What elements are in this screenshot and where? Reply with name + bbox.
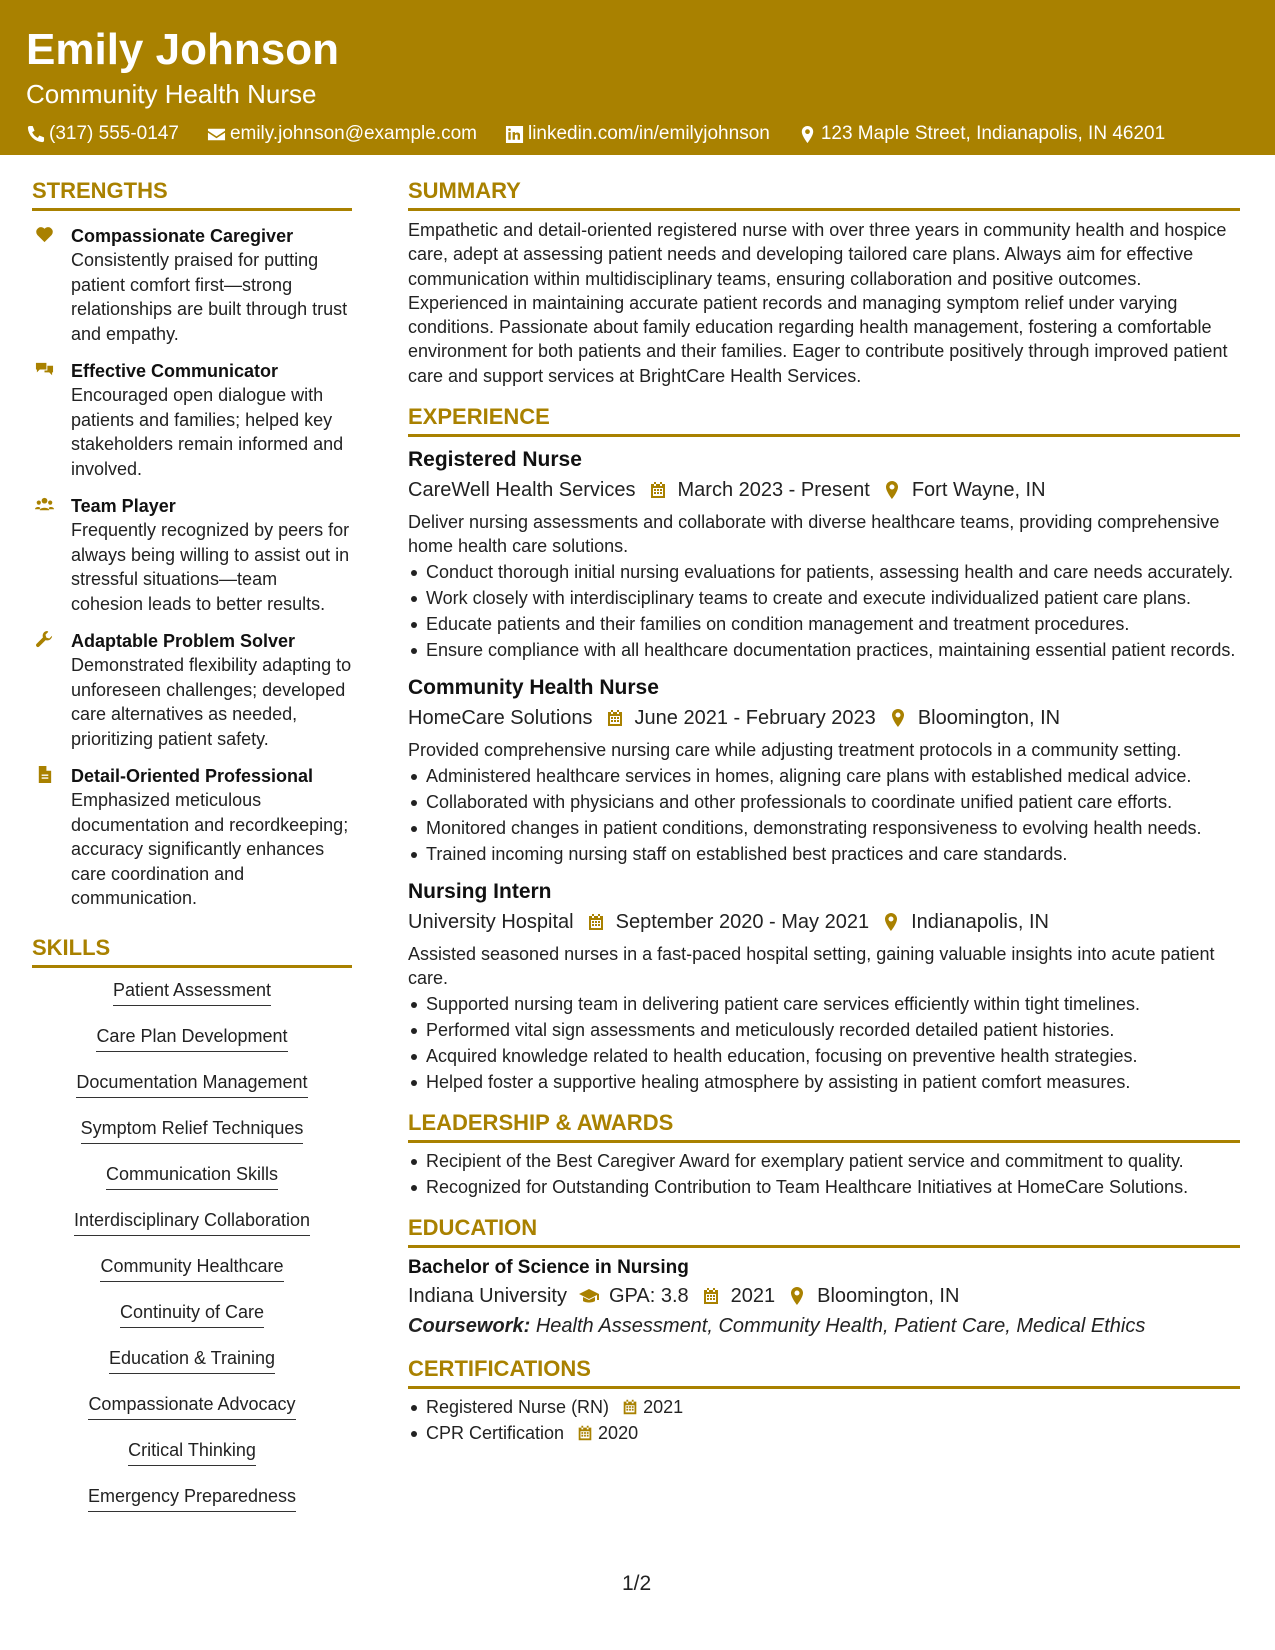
degree-title: Bachelor of Science in Nursing bbox=[408, 1257, 689, 1279]
job-desc: Provided comprehensive nursing care while adjusting treatment protocols in a community setting. bbox=[408, 740, 1182, 761]
candidate-name: Emily Johnson bbox=[26, 25, 339, 74]
job-entry bbox=[408, 446, 1240, 662]
list-item: Performed vital sign assessments and meticulously recorded detailed patient histories. bbox=[408, 1018, 1240, 1042]
list-item bbox=[408, 1395, 1240, 1419]
job-title: Nursing Intern bbox=[408, 880, 552, 904]
strength-desc: Consistently praised for putting patient comfort first—strong relationships are built through trust and empathy. bbox=[71, 250, 348, 344]
cert-name: CPR Certification bbox=[426, 1423, 565, 1444]
job-desc: Assisted seasoned nurses in a fast-paced hospital setting, gaining valuable insights into acute patient care. bbox=[408, 944, 1215, 989]
job-dates: March 2023 - Present bbox=[677, 479, 870, 502]
calendar-icon bbox=[621, 1398, 639, 1416]
cert-year: 2020 bbox=[598, 1423, 639, 1444]
map-pin-icon bbox=[881, 912, 901, 932]
job-title: Community Health Nurse bbox=[408, 676, 659, 700]
users-icon bbox=[35, 495, 54, 514]
job-entry bbox=[408, 878, 1240, 1094]
strength-title: Compassionate Caregiver bbox=[71, 226, 294, 246]
coursework-label: Coursework: bbox=[408, 1315, 531, 1338]
address-text: 123 Maple Street, Indianapolis, IN 46201 bbox=[820, 123, 1166, 144]
certifications-heading: CERTIFICATIONS bbox=[408, 1354, 1240, 1389]
strength-desc: Encouraged open dialogue with patients and families; helped key stakeholders remain informed and involved. bbox=[71, 385, 344, 479]
job-meta bbox=[408, 704, 1240, 732]
job-dates: September 2020 - May 2021 bbox=[615, 911, 870, 934]
job-dates: June 2021 - February 2023 bbox=[634, 707, 876, 730]
list-item: Recipient of the Best Caregiver Award for exemplary patient service and commitment to quality. bbox=[408, 1149, 1240, 1173]
contact-email[interactable] bbox=[207, 122, 477, 146]
skill-tag: Community Healthcare bbox=[100, 1254, 283, 1282]
summary-heading: SUMMARY bbox=[408, 176, 1240, 211]
contact-address bbox=[798, 122, 1165, 146]
linkedin-icon bbox=[505, 125, 524, 144]
skill-tag: Education & Training bbox=[109, 1346, 275, 1374]
document-icon bbox=[35, 765, 54, 784]
strength-title: Effective Communicator bbox=[71, 361, 279, 381]
graduation-cap-icon bbox=[579, 1286, 599, 1306]
strength-item bbox=[32, 629, 352, 751]
list-item: Work closely with interdisciplinary teams to create and execute individualized patient care plans. bbox=[408, 586, 1240, 610]
cert-year: 2021 bbox=[643, 1397, 684, 1418]
skill-tag: Patient Assessment bbox=[113, 978, 271, 1006]
strength-title: Adaptable Problem Solver bbox=[71, 631, 296, 651]
strength-title: Team Player bbox=[71, 496, 176, 516]
cert-name: Registered Nurse (RN) bbox=[426, 1397, 610, 1418]
list-item: Conduct thorough initial nursing evaluations for patients, assessing health and care needs accurately. bbox=[408, 560, 1240, 584]
skill-tag: Continuity of Care bbox=[120, 1300, 264, 1328]
map-pin-icon bbox=[882, 480, 902, 500]
envelope-icon bbox=[207, 125, 226, 144]
gpa: GPA: 3.8 bbox=[608, 1285, 689, 1308]
job-bullets bbox=[408, 992, 1240, 1094]
education-location: Bloomington, IN bbox=[817, 1285, 960, 1308]
job-meta bbox=[408, 476, 1240, 504]
heart-icon bbox=[35, 225, 54, 244]
job-company: HomeCare Solutions bbox=[408, 707, 593, 730]
skill-tag: Emergency Preparedness bbox=[88, 1484, 296, 1512]
comments-icon bbox=[35, 360, 54, 379]
strength-title: Detail-Oriented Professional bbox=[71, 766, 314, 786]
skill-tag: Compassionate Advocacy bbox=[88, 1392, 295, 1420]
job-company: CareWell Health Services bbox=[408, 479, 636, 502]
list-item: Educate patients and their families on condition management and treatment procedures. bbox=[408, 612, 1240, 636]
list-item: Helped foster a supportive healing atmosphere by assisting in patient comfort measures. bbox=[408, 1070, 1240, 1094]
map-pin-icon bbox=[888, 708, 908, 728]
list-item: Ensure compliance with all healthcare documentation practices, maintaining essential patient records. bbox=[408, 638, 1240, 662]
strength-item bbox=[32, 359, 352, 481]
strength-desc: Frequently recognized by peers for always being willing to assist out in stressful situations—team cohesion leads to better results. bbox=[71, 520, 350, 614]
skill-tag: Interdisciplinary Collaboration bbox=[74, 1208, 310, 1236]
list-item: Supported nursing team in delivering patient care services efficiently within tight timelines. bbox=[408, 992, 1240, 1016]
job-location: Fort Wayne, IN bbox=[911, 479, 1046, 502]
job-location: Bloomington, IN bbox=[917, 707, 1061, 730]
map-pin-icon bbox=[798, 125, 817, 144]
list-item: Collaborated with physicians and other professionals to coordinate unified patient care efforts. bbox=[408, 790, 1240, 814]
strength-item bbox=[32, 764, 352, 911]
list-item: Acquired knowledge related to health education, focusing on preventive health strategies. bbox=[408, 1044, 1240, 1068]
leadership-heading: LEADERSHIP & AWARDS bbox=[408, 1108, 1240, 1143]
map-pin-icon bbox=[787, 1286, 807, 1306]
contact-linkedin[interactable] bbox=[505, 122, 770, 146]
coursework bbox=[408, 1312, 1240, 1340]
coursework-list: Health Assessment, Community Health, Patient Care, Medical Ethics bbox=[535, 1315, 1146, 1338]
calendar-icon bbox=[605, 708, 625, 728]
list-item bbox=[408, 1421, 1240, 1445]
skill-tag: Communication Skills bbox=[106, 1162, 278, 1190]
email-link[interactable]: emily.johnson@example.com bbox=[229, 123, 477, 144]
leadership-list bbox=[408, 1149, 1240, 1199]
strengths-heading: STRENGTHS bbox=[32, 176, 352, 211]
job-bullets bbox=[408, 764, 1240, 866]
phone-icon bbox=[26, 125, 45, 144]
contact-bar bbox=[26, 122, 1249, 146]
calendar-icon bbox=[576, 1424, 594, 1442]
education-heading: EDUCATION bbox=[408, 1213, 1240, 1248]
linkedin-link[interactable]: linkedin.com/in/emilyjohnson bbox=[527, 123, 770, 144]
certifications-list bbox=[408, 1395, 1240, 1445]
job-entry bbox=[408, 674, 1240, 866]
summary-text: Empathetic and detail-oriented registered nurse with over three years in community health and hospice care, adept at assessing patient needs and developing tailored care plans. Always aim for effective communication within multidisciplinary teams, ensuring collaboration and positive outcomes. Experienced in maintaining accurate patient records and managing symptom relief under varying conditions. Passionate about family education regarding health management, fostering a comfortable environment for both patients and their families. Eager to contribute positively through improved patient care and support services at BrightCare Health Services. bbox=[408, 220, 1228, 386]
list-item: Monitored changes in patient conditions, demonstrating responsiveness to evolving health needs. bbox=[408, 816, 1240, 840]
job-bullets bbox=[408, 560, 1240, 662]
education-meta bbox=[408, 1282, 1240, 1310]
left-column bbox=[32, 176, 352, 1530]
job-desc: Deliver nursing assessments and collaborate with diverse healthcare teams, providing comprehensive home health care solutions. bbox=[408, 512, 1220, 557]
skills-heading: SKILLS bbox=[32, 933, 352, 968]
job-location: Indianapolis, IN bbox=[911, 911, 1049, 934]
strength-desc: Emphasized meticulous documentation and recordkeeping; accuracy significantly enhances care coordination and communication. bbox=[71, 790, 349, 908]
job-company: University Hospital bbox=[408, 911, 574, 934]
graduation-year: 2021 bbox=[730, 1285, 776, 1308]
school-name: Indiana University bbox=[408, 1285, 567, 1308]
strength-item bbox=[32, 494, 352, 616]
strength-item bbox=[32, 224, 352, 346]
right-column bbox=[408, 176, 1240, 1445]
wrench-icon bbox=[35, 630, 54, 649]
page-number: 1/2 bbox=[622, 1572, 652, 1595]
contact-phone bbox=[26, 122, 179, 146]
calendar-icon bbox=[701, 1286, 721, 1306]
skill-tag: Critical Thinking bbox=[128, 1438, 256, 1466]
experience-heading: EXPERIENCE bbox=[408, 402, 1240, 437]
education-entry bbox=[408, 1254, 1240, 1340]
candidate-title: Community Health Nurse bbox=[26, 79, 317, 109]
list-item: Trained incoming nursing staff on established best practices and care standards. bbox=[408, 842, 1240, 866]
strength-desc: Demonstrated flexibility adapting to unforeseen challenges; developed care alternatives as needed, prioritizing patient safety. bbox=[71, 655, 352, 749]
calendar-icon bbox=[648, 480, 668, 500]
job-title: Registered Nurse bbox=[408, 448, 582, 472]
skill-tag: Symptom Relief Techniques bbox=[81, 1116, 304, 1144]
calendar-icon bbox=[586, 912, 606, 932]
list-item: Administered healthcare services in homes, aligning care plans with established medical advice. bbox=[408, 764, 1240, 788]
skills-list bbox=[32, 978, 352, 1530]
resume-header bbox=[0, 0, 1275, 155]
list-item: Recognized for Outstanding Contribution to Team Healthcare Initiatives at HomeCare Solutions. bbox=[408, 1175, 1240, 1199]
phone-text: (317) 555-0147 bbox=[49, 123, 179, 144]
job-meta bbox=[408, 908, 1240, 936]
skill-tag: Care Plan Development bbox=[96, 1024, 287, 1052]
skill-tag: Documentation Management bbox=[76, 1070, 307, 1098]
